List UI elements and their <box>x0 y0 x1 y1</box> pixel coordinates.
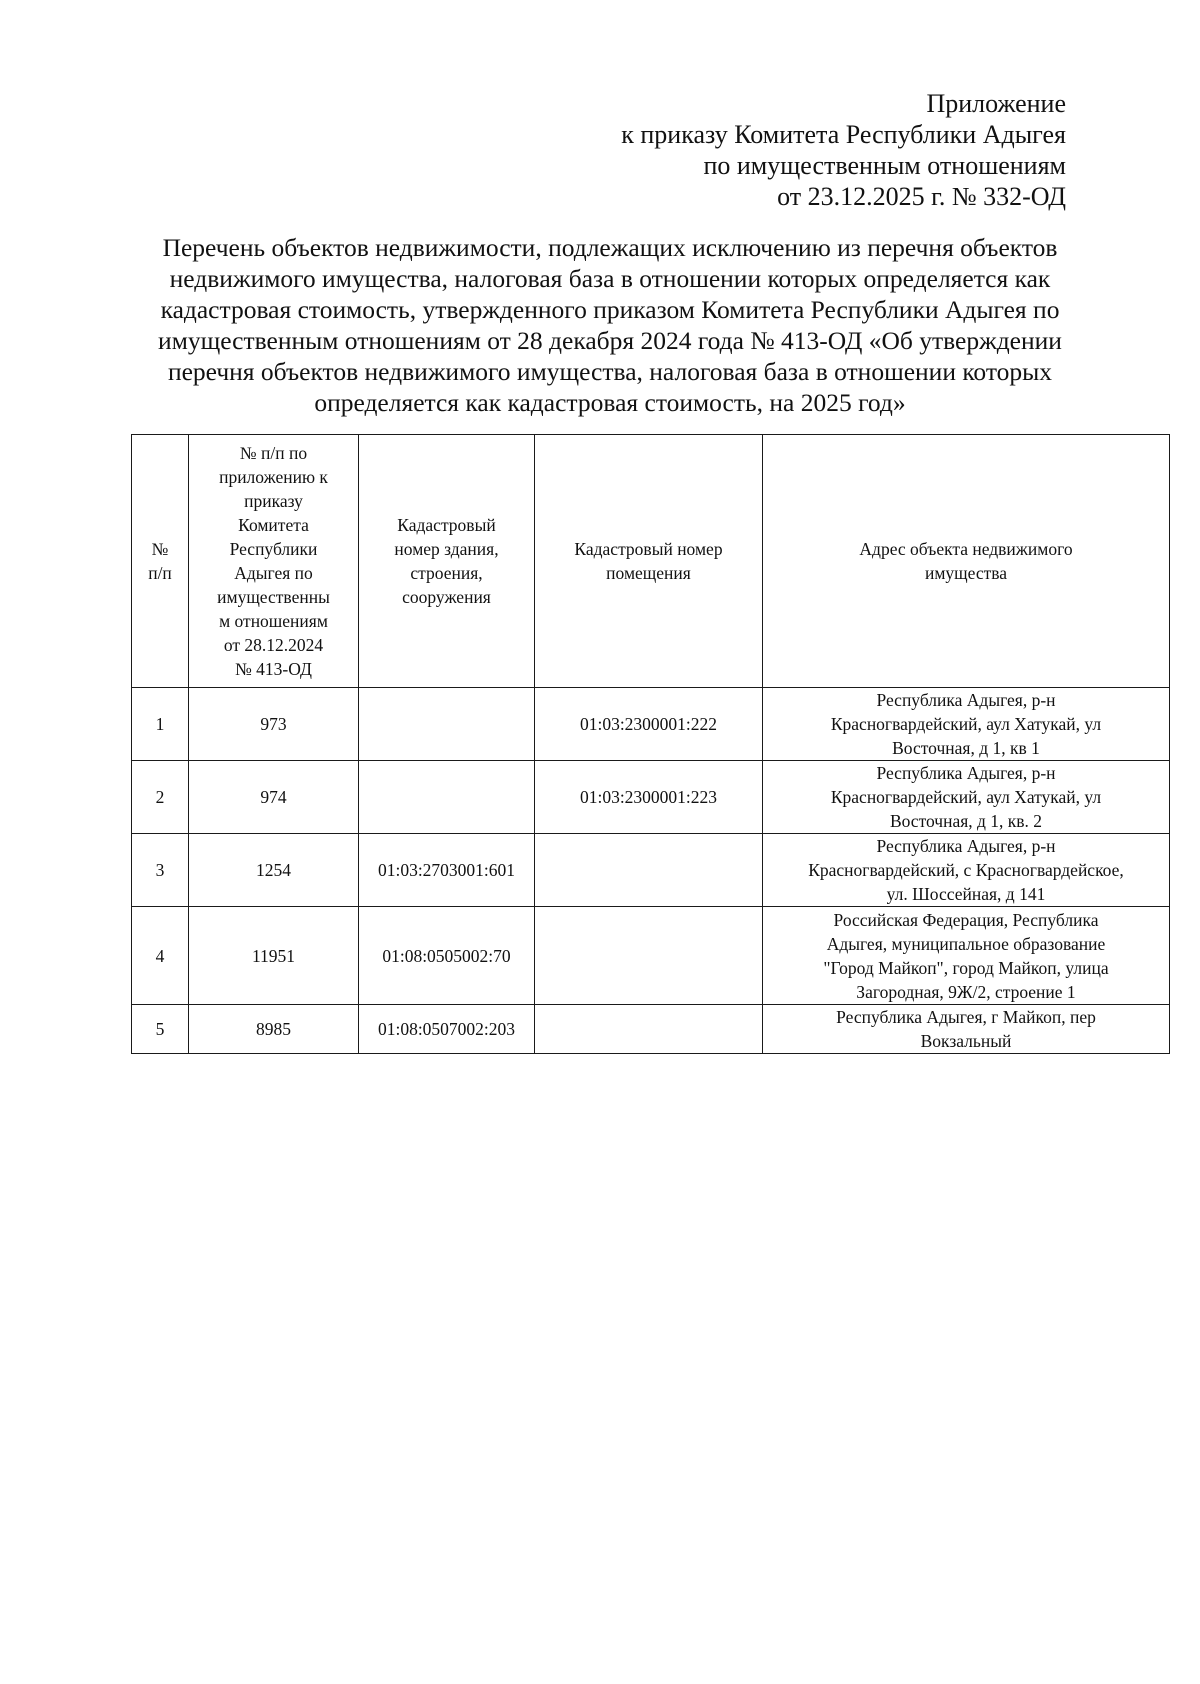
cell-room-cadastral <box>535 834 763 907</box>
header-room-cadastral <box>535 435 763 688</box>
document-title-line: Перечень объектов недвижимости, подлежащих исключению из перечня объектов <box>162 233 1058 262</box>
cell-address-line: Республика Адыгея, р-н <box>876 763 1056 783</box>
document-title-line: недвижимого имущества, налоговая база в отношении которых определяется как <box>169 264 1051 293</box>
header-prior-num-line: № 413-ОД <box>235 659 312 679</box>
cell-prior-num: 973 <box>189 688 359 761</box>
cell-address-line: Красногвардейский, аул Хатукай, ул <box>830 787 1102 807</box>
table-row <box>132 1005 1170 1054</box>
cell-prior-num: 1254 <box>189 834 359 907</box>
cell-address <box>763 834 1170 907</box>
header-prior-num-line: Комитета <box>238 515 309 535</box>
cell-room-cadastral: 01:03:2300001:222 <box>535 688 763 761</box>
table-row <box>132 688 1170 761</box>
cell-address-line: Загородная, 9Ж/2, строение 1 <box>856 981 1076 1002</box>
header-building-cadastral <box>359 435 535 688</box>
header-prior-num-line: имущественны <box>217 587 330 607</box>
header-prior-num-line: от 28.12.2024 <box>223 635 324 655</box>
document-title-line: кадастровая стоимость, утвержденного приказом Комитета Республики Адыгея по <box>160 295 1060 324</box>
header-num-line: п/п <box>148 563 172 583</box>
table-row <box>132 761 1170 834</box>
cell-address <box>763 907 1170 1005</box>
cell-address-line: Республика Адыгея, г Майкоп, пер <box>836 1007 1096 1027</box>
cell-address <box>763 688 1170 761</box>
appendix-header-line: к приказу Комитета Республики Адыгея <box>621 120 1066 149</box>
cell-address-line: Адыгея, муниципальное образование <box>826 933 1106 954</box>
header-num <box>132 435 189 688</box>
header-building-cadastral-line: строения, <box>410 563 483 583</box>
cell-prior-num: 8985 <box>189 1005 359 1054</box>
cell-address-line: Республика Адыгея, р-н <box>876 836 1056 856</box>
cell-num: 5 <box>132 1005 189 1054</box>
cell-prior-num: 11951 <box>189 907 359 1005</box>
header-building-cadastral-line: сооружения <box>402 587 491 607</box>
appendix-header <box>621 88 1066 212</box>
header-room-cadastral-line: Кадастровый номер <box>574 539 723 559</box>
cell-address-line: Российская Федерация, Республика <box>833 909 1099 930</box>
header-prior-num <box>189 435 359 688</box>
header-building-cadastral-line: номер здания, <box>394 539 499 559</box>
cell-room-cadastral: 01:03:2300001:223 <box>535 761 763 834</box>
cell-building-cadastral: 01:08:0505002:70 <box>359 907 535 1005</box>
document-title-line: определяется как кадастровая стоимость, на 2025 год» <box>314 388 906 417</box>
cell-building-cadastral: 01:08:0507002:203 <box>359 1005 535 1054</box>
appendix-header-line: по имущественным отношениям <box>703 151 1066 180</box>
header-num-line: № <box>151 539 169 559</box>
table-header-row <box>132 435 1170 688</box>
cell-address <box>763 1005 1170 1054</box>
header-prior-num-line: Адыгея по <box>234 563 313 583</box>
cell-address-line: Красногвардейский, аул Хатукай, ул <box>830 714 1102 734</box>
table-row <box>132 834 1170 907</box>
cell-address-line: ул. Шоссейная, д 141 <box>886 884 1046 904</box>
header-prior-num-line: м отношениям <box>219 611 328 631</box>
cell-building-cadastral: 01:03:2703001:601 <box>359 834 535 907</box>
document-title <box>120 232 1100 418</box>
cell-address-line: Восточная, д 1, кв. 2 <box>889 811 1043 831</box>
property-list-table <box>131 434 1170 1054</box>
cell-num: 3 <box>132 834 189 907</box>
cell-num: 2 <box>132 761 189 834</box>
cell-num: 4 <box>132 907 189 1005</box>
cell-room-cadastral <box>535 907 763 1005</box>
header-prior-num-line: № п/п по <box>239 443 308 463</box>
document-title-line: перечня объектов недвижимого имущества, налоговая база в отношении которых <box>167 357 1053 386</box>
cell-address <box>763 761 1170 834</box>
cell-address-line: "Город Майкоп", город Майкоп, улица <box>823 957 1109 978</box>
cell-building-cadastral <box>359 688 535 761</box>
header-address-line: Адрес объекта недвижимого <box>859 539 1073 559</box>
cell-address-line: Восточная, д 1, кв 1 <box>892 738 1040 758</box>
cell-address-line: Республика Адыгея, р-н <box>876 690 1056 710</box>
header-prior-num-line: приказу <box>244 491 303 511</box>
table-row <box>132 907 1170 1005</box>
header-address-line: имущества <box>924 563 1008 583</box>
appendix-header-line: от 23.12.2025 г. № 332-ОД <box>777 182 1066 211</box>
appendix-header-line: Приложение <box>926 89 1066 118</box>
header-prior-num-line: Республики <box>229 539 318 559</box>
cell-address-line: Вокзальный <box>920 1031 1012 1051</box>
document-title-line: имущественным отношениям от 28 декабря 2024 года № 413-ОД «Об утверждении <box>158 326 1062 355</box>
cell-room-cadastral <box>535 1005 763 1054</box>
cell-num: 1 <box>132 688 189 761</box>
cell-address-line: Красногвардейский, с Красногвардейское, <box>808 860 1124 880</box>
cell-prior-num: 974 <box>189 761 359 834</box>
header-address <box>763 435 1170 688</box>
header-prior-num-line: приложению к <box>219 467 328 487</box>
header-building-cadastral-line: Кадастровый <box>397 515 496 535</box>
cell-building-cadastral <box>359 761 535 834</box>
header-room-cadastral-line: помещения <box>606 563 691 583</box>
